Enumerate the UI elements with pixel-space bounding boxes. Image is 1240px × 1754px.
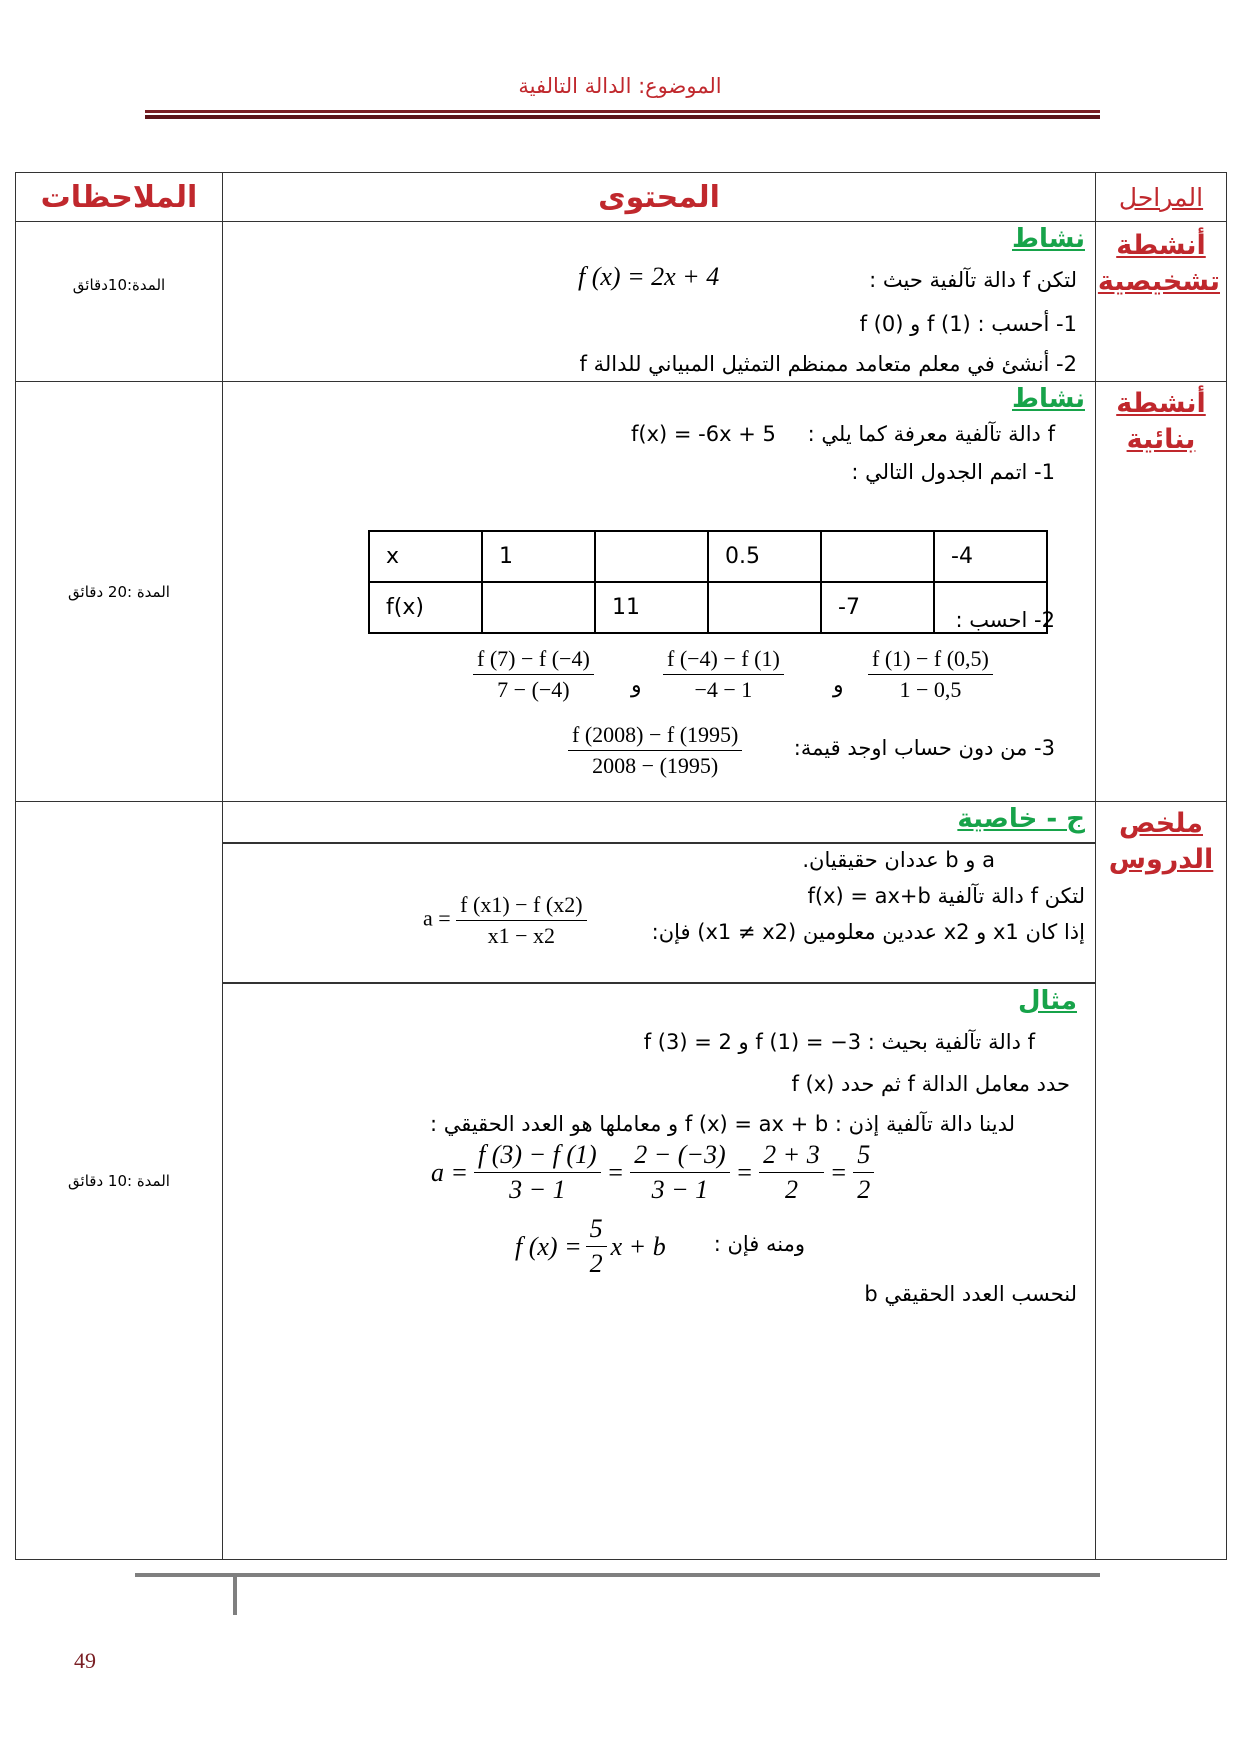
table-cell (595, 531, 708, 582)
fraction-denominator: 7 − (−4) (497, 677, 570, 702)
header-notes: الملاحظات (40, 179, 198, 215)
conjunction: و (631, 672, 642, 697)
function-definition: f(x) = -6x + 5 (631, 422, 776, 446)
fraction-denominator: 3 − 1 (651, 1175, 709, 1204)
fraction-denominator: 2 (784, 1175, 798, 1204)
page-title: الموضوع: الدالة التالفية (518, 74, 722, 98)
divider (223, 982, 1096, 984)
notes-cell (16, 382, 223, 802)
example-line: لدينا دالة تآلفية إذن : f (x) = ax + b و معاملها هو العدد الحقيقي : (429, 1112, 1015, 1136)
table-cell: 0.5 (708, 531, 821, 582)
header-content-cell (223, 173, 1096, 222)
property-formula (423, 892, 587, 949)
fraction-numerator: f (−4) − f (1) (663, 646, 784, 675)
duration-label: المدة:10دقائق (72, 276, 166, 294)
function-definition: f (x) = 2x + 4 (578, 262, 720, 291)
example-line: حدد معامل الدالة f ثم حدد f (x) (791, 1072, 1070, 1096)
lesson-table (15, 172, 1227, 1560)
table-cell: -7 (821, 582, 934, 633)
stage-cell (1096, 222, 1227, 382)
table-cell (482, 582, 595, 633)
stage-cell (1096, 382, 1227, 802)
property-line: لتكن f دالة تآلفية f(x) = ax+b (807, 884, 1085, 908)
activity-heading: نشاط (1012, 384, 1085, 414)
fraction-numerator: f (1) − f (0,5) (868, 646, 993, 675)
header-rule-thin (145, 110, 1100, 113)
fraction-denominator: 2 (857, 1175, 871, 1204)
values-row-fx (369, 582, 1047, 633)
property-heading: ج - خاصية (957, 804, 1085, 834)
content-cell (223, 222, 1096, 382)
fraction (868, 646, 993, 703)
activity-line: 1- اتمم الجدول التالي : (851, 460, 1055, 484)
activity-line: 1- أحسب : f (1) و f (0) (859, 312, 1077, 336)
function-result (515, 1214, 666, 1279)
fraction (568, 722, 742, 779)
activity-line: 2- أنشئ في معلم متعامد ممنظم التمثيل المبياني للدالة f (579, 352, 1077, 376)
footer-tick (233, 1575, 237, 1615)
stage-label: ملخص الدروس (1108, 808, 1214, 875)
formula-rhs: x + b (610, 1231, 666, 1261)
conjunction: و (833, 672, 844, 697)
fraction-numerator: f (2008) − f (1995) (568, 722, 742, 751)
table-row (16, 802, 1227, 1560)
equals-sign: = (606, 1157, 625, 1187)
duration-label: المدة :20 دقائق (68, 582, 170, 601)
header-stages-cell (1096, 173, 1227, 222)
page-number: 49 (74, 1648, 96, 1673)
fraction-numerator: 5 (586, 1214, 607, 1247)
stage-label: أنشطة تشخيصية (1097, 230, 1220, 297)
fraction-denominator: 2008 − (1995) (592, 753, 719, 778)
table-cell (821, 531, 934, 582)
table-cell: 11 (595, 582, 708, 633)
fraction-numerator: f (3) − f (1) (474, 1140, 601, 1173)
content-cell (223, 382, 1096, 802)
header-content: المحتوى (598, 179, 720, 215)
duration-label: المدة :10 دقائق (68, 1172, 170, 1190)
notes-cell (16, 802, 223, 1560)
footer-rule (135, 1573, 1100, 1577)
example-line: ومنه فإن : (713, 1232, 805, 1256)
formula-lhs: a = (423, 905, 451, 931)
header-stages: المراحل (1118, 182, 1204, 212)
header-notes-cell (16, 173, 223, 222)
fraction (473, 646, 594, 703)
activity-line: 3- من دون حساب اوجد قيمة: (793, 736, 1055, 760)
fraction-denominator: −4 − 1 (694, 677, 753, 702)
fraction-denominator: x1 − x2 (487, 923, 556, 948)
equals-sign: = (735, 1157, 754, 1187)
table-cell (708, 582, 821, 633)
fraction (663, 646, 784, 703)
content-cell (223, 802, 1096, 1560)
example-line: f دالة تآلفية بحيث : f (1) = −3 و f (3) = 2 (643, 1030, 1035, 1054)
header-rule-thick (145, 115, 1100, 119)
divider (223, 842, 1096, 844)
fraction-numerator: 2 − (−3) (630, 1140, 729, 1173)
notes-cell (16, 222, 223, 382)
formula-lhs: f (x) = (515, 1231, 582, 1261)
stage-cell (1096, 802, 1227, 1560)
fraction-denominator: 3 − 1 (509, 1175, 566, 1204)
activity-line: 2- احسب : (955, 608, 1055, 632)
table-cell: -4 (934, 531, 1047, 582)
values-row-x (369, 531, 1047, 582)
table-header-row (16, 173, 1227, 222)
formula-lhs: a = (431, 1157, 469, 1187)
fraction-numerator: 5 (853, 1140, 874, 1173)
fraction-denominator: 1 − 0,5 (899, 677, 962, 702)
fraction-numerator: f (7) − f (−4) (473, 646, 594, 675)
fraction-numerator: 2 + 3 (759, 1140, 824, 1173)
property-line: a و b عددان حقيقيان. (802, 848, 995, 872)
fraction-numerator: f (x1) − f (x2) (456, 892, 586, 921)
table-cell: 1 (482, 531, 595, 582)
table-row (16, 222, 1227, 382)
activity-line: لتكن f دالة تآلفية حيث : (869, 268, 1077, 292)
property-line: إذا كان x1 و x2 عددين معلومين (x1 ≠ x2) فإن: (651, 920, 1085, 944)
fraction-denominator: 2 (589, 1249, 603, 1278)
activity-heading: نشاط (1012, 224, 1085, 254)
example-line: لنحسب العدد الحقيقي b (864, 1282, 1077, 1306)
equals-sign: = (829, 1157, 848, 1187)
table-row (16, 382, 1227, 802)
coefficient-computation (431, 1140, 874, 1205)
stage-label: أنشطة بنائية (1116, 388, 1206, 455)
values-table (368, 530, 1048, 634)
activity-line: f دالة تآلفية معرفة كما يلي : (807, 422, 1055, 446)
table-cell: x (369, 531, 482, 582)
example-heading: مثال (1017, 986, 1077, 1016)
table-cell: f(x) (369, 582, 482, 633)
